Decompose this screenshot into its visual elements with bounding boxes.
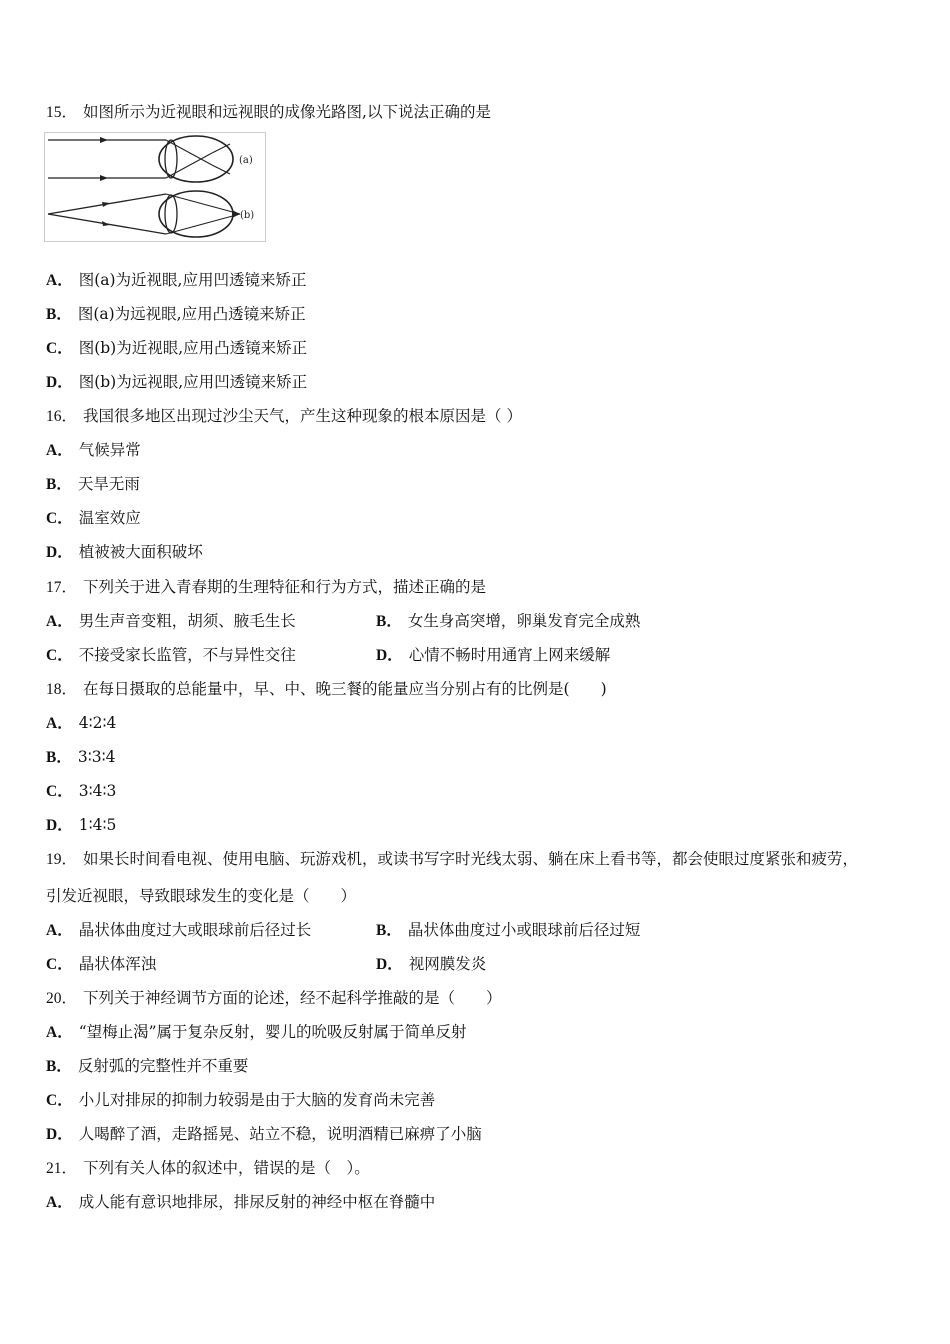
- q16-option-c: C． 温室效应: [46, 509, 141, 527]
- q20-option-b: B． 反射弧的完整性并不重要: [46, 1057, 249, 1075]
- q15-option-c: C． 图(b)为近视眼,应用凸透镜来矫正: [46, 339, 308, 357]
- eye-a-diagram: [48, 136, 253, 182]
- q17-option-b: B． 女生身高突增，卵巢发育完全成熟: [376, 612, 641, 630]
- q17-text: 下列关于进入青春期的生理特征和行为方式，描述正确的是: [83, 578, 487, 596]
- label-a: (a): [239, 155, 253, 166]
- q18-option-d: D． 1∶4∶5: [46, 816, 117, 834]
- q19-text-line2: 引发近视眼，导致眼球发生的变化是（ ）: [46, 887, 357, 905]
- q18-option-b: B． 3∶3∶4: [46, 748, 116, 766]
- q21-option-a: A． 成人能有意识地排尿，排尿反射的神经中枢在脊髓中: [46, 1193, 436, 1211]
- q16-stem: [46, 406, 522, 427]
- q21-text: 下列有关人体的叙述中，错误的是（ ）。: [83, 1159, 370, 1177]
- q21-stem: [46, 1158, 370, 1179]
- q20-option-d: D． 人喝醉了酒，走路摇晃、站立不稳，说明酒精已麻痹了小脑: [46, 1125, 482, 1143]
- q19-stem-line2: [46, 886, 356, 906]
- q18-text: 在每日摄取的总能量中，早、中、晚三餐的能量应当分别占有的比例是( ): [83, 680, 607, 698]
- q15-number: 15．: [46, 104, 78, 121]
- q19-text-line1: 如果长时间看电视、使用电脑、玩游戏机，或读书写字时光线太弱、躺在床上看书等，都会使眼过度紧张和疲劳，: [83, 850, 859, 868]
- q17-stem: [46, 577, 486, 598]
- q15-text: 如图所示为近视眼和远视眼的成像光路图,以下说法正确的是: [83, 103, 491, 121]
- q20-number: 20．: [46, 990, 78, 1007]
- q15-stem: [46, 102, 491, 123]
- q20-text: 下列关于神经调节方面的论述，经不起科学推敲的是（ ）: [83, 989, 502, 1007]
- q20-option-c: C． 小儿对排尿的抑制力较弱是由于大脑的发育尚未完善: [46, 1091, 436, 1109]
- q20-option-a: A． “望梅止渴”属于复杂反射，婴儿的吮吸反射属于简单反射: [46, 1023, 467, 1041]
- q15-eye-diagram: [44, 132, 266, 242]
- q20-stem: [46, 988, 502, 1009]
- q17-option-a: A． 男生声音变粗，胡须、腋毛生长: [46, 612, 296, 630]
- q15-option-b: B． 图(a)为远视眼,应用凸透镜来矫正: [46, 305, 306, 323]
- q19-option-c: C． 晶状体浑浊: [46, 955, 157, 973]
- q19-option-d: D． 视网膜发炎: [376, 955, 487, 973]
- q18-option-c: C． 3∶4∶3: [46, 782, 117, 800]
- label-b: (b): [240, 210, 255, 221]
- q19-option-a: A． 晶状体曲度过大或眼球前后径过长: [46, 921, 312, 939]
- q16-option-b: B． 天旱无雨: [46, 475, 140, 493]
- q18-number: 18．: [46, 681, 78, 698]
- q18-stem: [46, 679, 607, 700]
- q19-stem-line1: [46, 849, 858, 870]
- q21-number: 21．: [46, 1160, 78, 1177]
- q16-number: 16．: [46, 408, 78, 425]
- q16-option-a: A． 气候异常: [46, 441, 141, 459]
- q18-option-a: A． 4∶2∶4: [46, 714, 117, 732]
- q16-text: 我国很多地区出现过沙尘天气，产生这种现象的根本原因是（ ）: [83, 407, 522, 425]
- q19-option-b: B． 晶状体曲度过小或眼球前后径过短: [376, 921, 641, 939]
- q15-option-a: A． 图(a)为近视眼,应用凹透镜来矫正: [46, 271, 307, 289]
- q19-number: 19．: [46, 851, 78, 868]
- q15-option-d: D． 图(b)为远视眼,应用凹透镜来矫正: [46, 373, 308, 391]
- q16-option-d: D． 植被被大面积破坏: [46, 543, 203, 561]
- eye-b-diagram: [48, 191, 254, 237]
- q17-option-d: D． 心情不畅时用通宵上网来缓解: [376, 646, 611, 664]
- q17-option-c: C． 不接受家长监管，不与异性交往: [46, 646, 296, 664]
- q17-number: 17．: [46, 579, 78, 596]
